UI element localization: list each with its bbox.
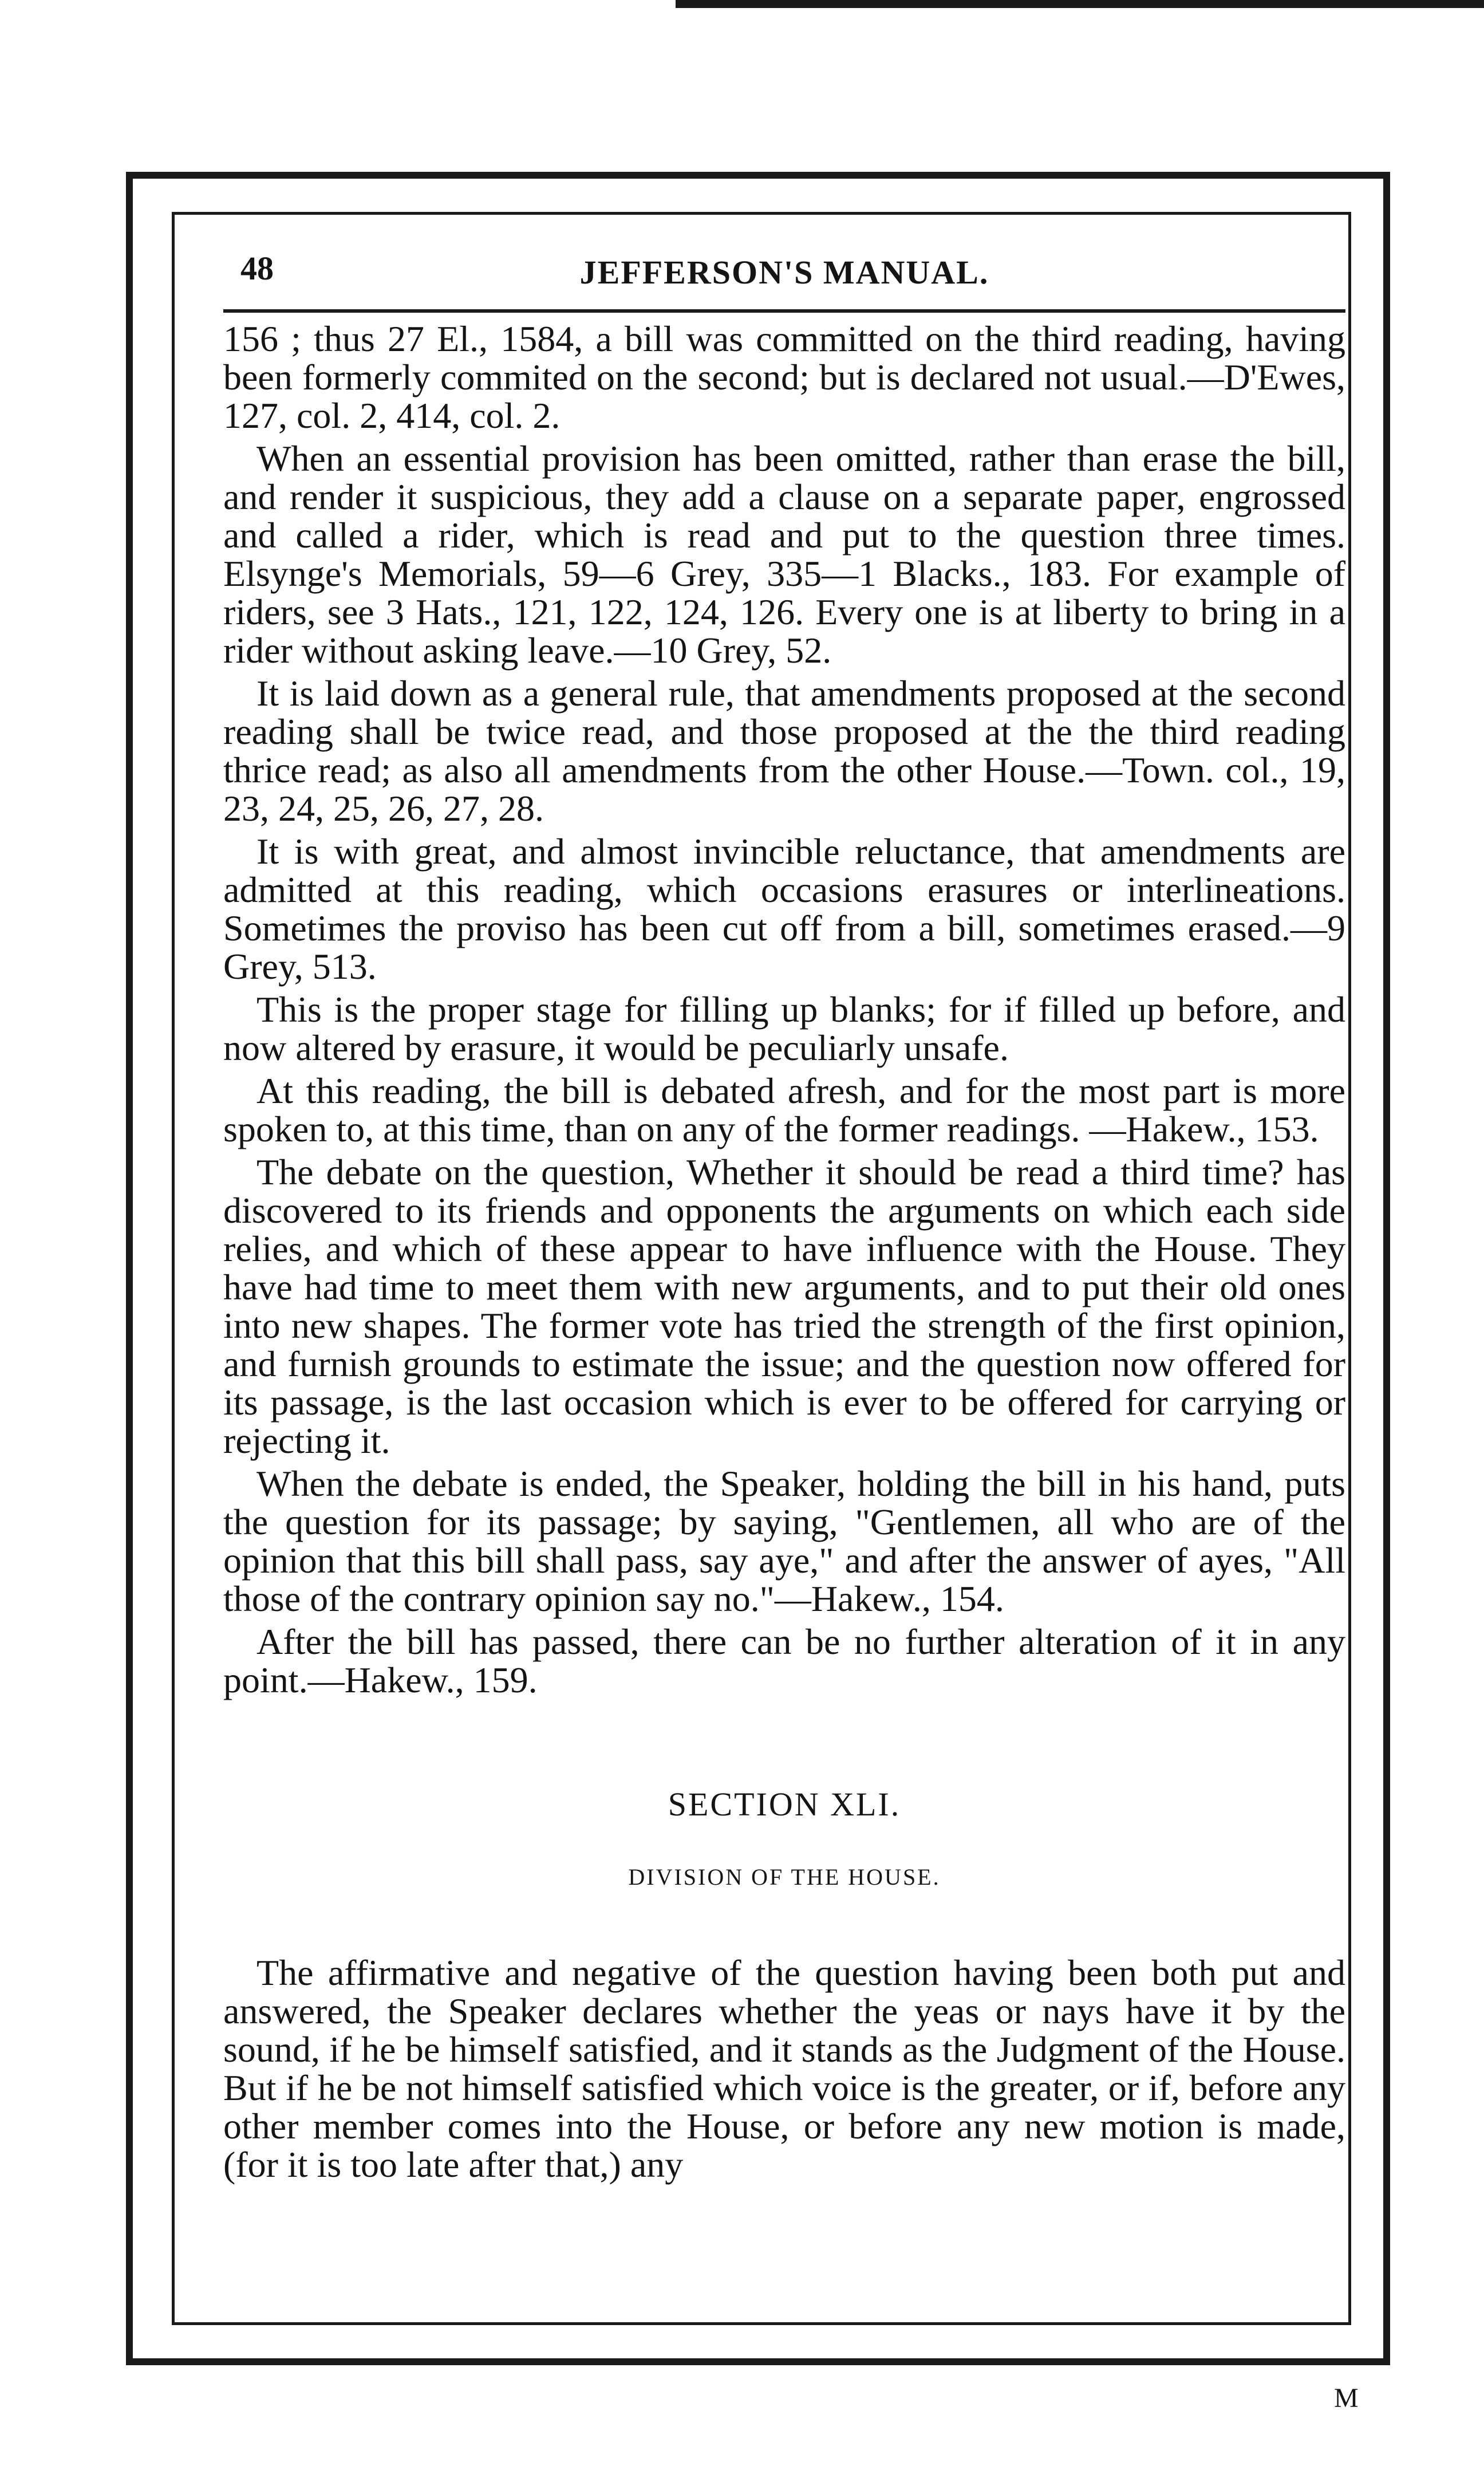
- body-text: [223, 320, 1345, 1699]
- paragraph: At this reading, the bill is debated afresh, and for the most part is more spoken to, at this time, than on any of the former readings. —Hakew., 153.: [223, 1070, 1345, 1149]
- paragraph: The debate on the question, Whether it should be read a third time? has discovered to its friends and opponents the arguments on which each side relies, and which of these appear to have influence with the House. They have had time to meet them with new arguments, and to put their old ones into new shapes. The former vote has tried the strength of the first opinion, and furnish grounds to estimate the issue; and the question now offered for its passage, is the last occasion which is ever to be offered for carrying or rejecting it.: [223, 1152, 1345, 1461]
- paragraph: The affirmative and negative of the question having been both put and answered, the Speaker declares whether the yeas or nays have it by the sound, if he be himself satisfied, and it stands as the Judgment of the House. But if he be not himself satisfied which voice is the greater, or if, before any other member comes into the House, or before any new motion is made, (for it is too late after that,) any: [223, 1952, 1345, 2185]
- paragraph: This is the proper stage for filling up blanks; for if filled up before, and now altered by erasure, it would be peculiarly unsafe.: [223, 989, 1345, 1068]
- paragraph: After the bill has passed, there can be no further alteration of it in any point.—Hakew., 159.: [223, 1621, 1345, 1700]
- running-head: [223, 241, 1345, 304]
- top-edge-rule: [676, 0, 1484, 8]
- section-subtitle: DIVISION OF THE HOUSE.: [628, 1864, 941, 1890]
- signature-mark: M: [1334, 2383, 1359, 2413]
- page-content: [223, 241, 1345, 2188]
- running-title: JEFFERSON'S MANUAL.: [579, 254, 989, 291]
- paragraph: When an essential provision has been omitted, rather than erase the bill, and render it suspicious, they add a clause on a separate paper, engrossed and called a rider, which is read and put to the question three times. Elsynge's Memorials, 59—6 Grey, 335—1 Blacks., 183. For example of riders, see 3 Hats., 121, 122, 124, 126. Every one is at liberty to bring in a rider without asking leave.—10 Grey, 52.: [223, 438, 1345, 671]
- paragraph: It is laid down as a general rule, that amendments proposed at the second reading shall be twice read, and those proposed at the the third reading thrice read; as also all amendments from the other House.—Town. col., 19, 23, 24, 25, 26, 27, 28.: [223, 673, 1345, 829]
- paragraph: It is with great, and almost invincible reluctance, that amendments are admitted at this reading, which occasions erasures or interlineations. Sometimes the proviso has been cut off from a bill, sometimes erased.—9 Grey, 513.: [223, 831, 1345, 987]
- header-rule: [223, 309, 1345, 313]
- paragraph: When the debate is ended, the Speaker, holding the bill in his hand, puts the question for its passage; by saying, "Gentlemen, all who are of the opinion that this bill shall pass, say aye," and after the answer of ayes, "All those of the contrary opinion say no."—Hakew., 154.: [223, 1463, 1345, 1619]
- page-number: 48: [240, 250, 274, 287]
- paragraph: 156 ; thus 27 El., 1584, a bill was committed on the third reading, having been formerly commited on the second; but is declared not usual.—D'Ewes, 127, col. 2, 414, col. 2.: [223, 318, 1345, 436]
- section-title: SECTION XLI.: [668, 1786, 901, 1823]
- section-body: [223, 1953, 1345, 2184]
